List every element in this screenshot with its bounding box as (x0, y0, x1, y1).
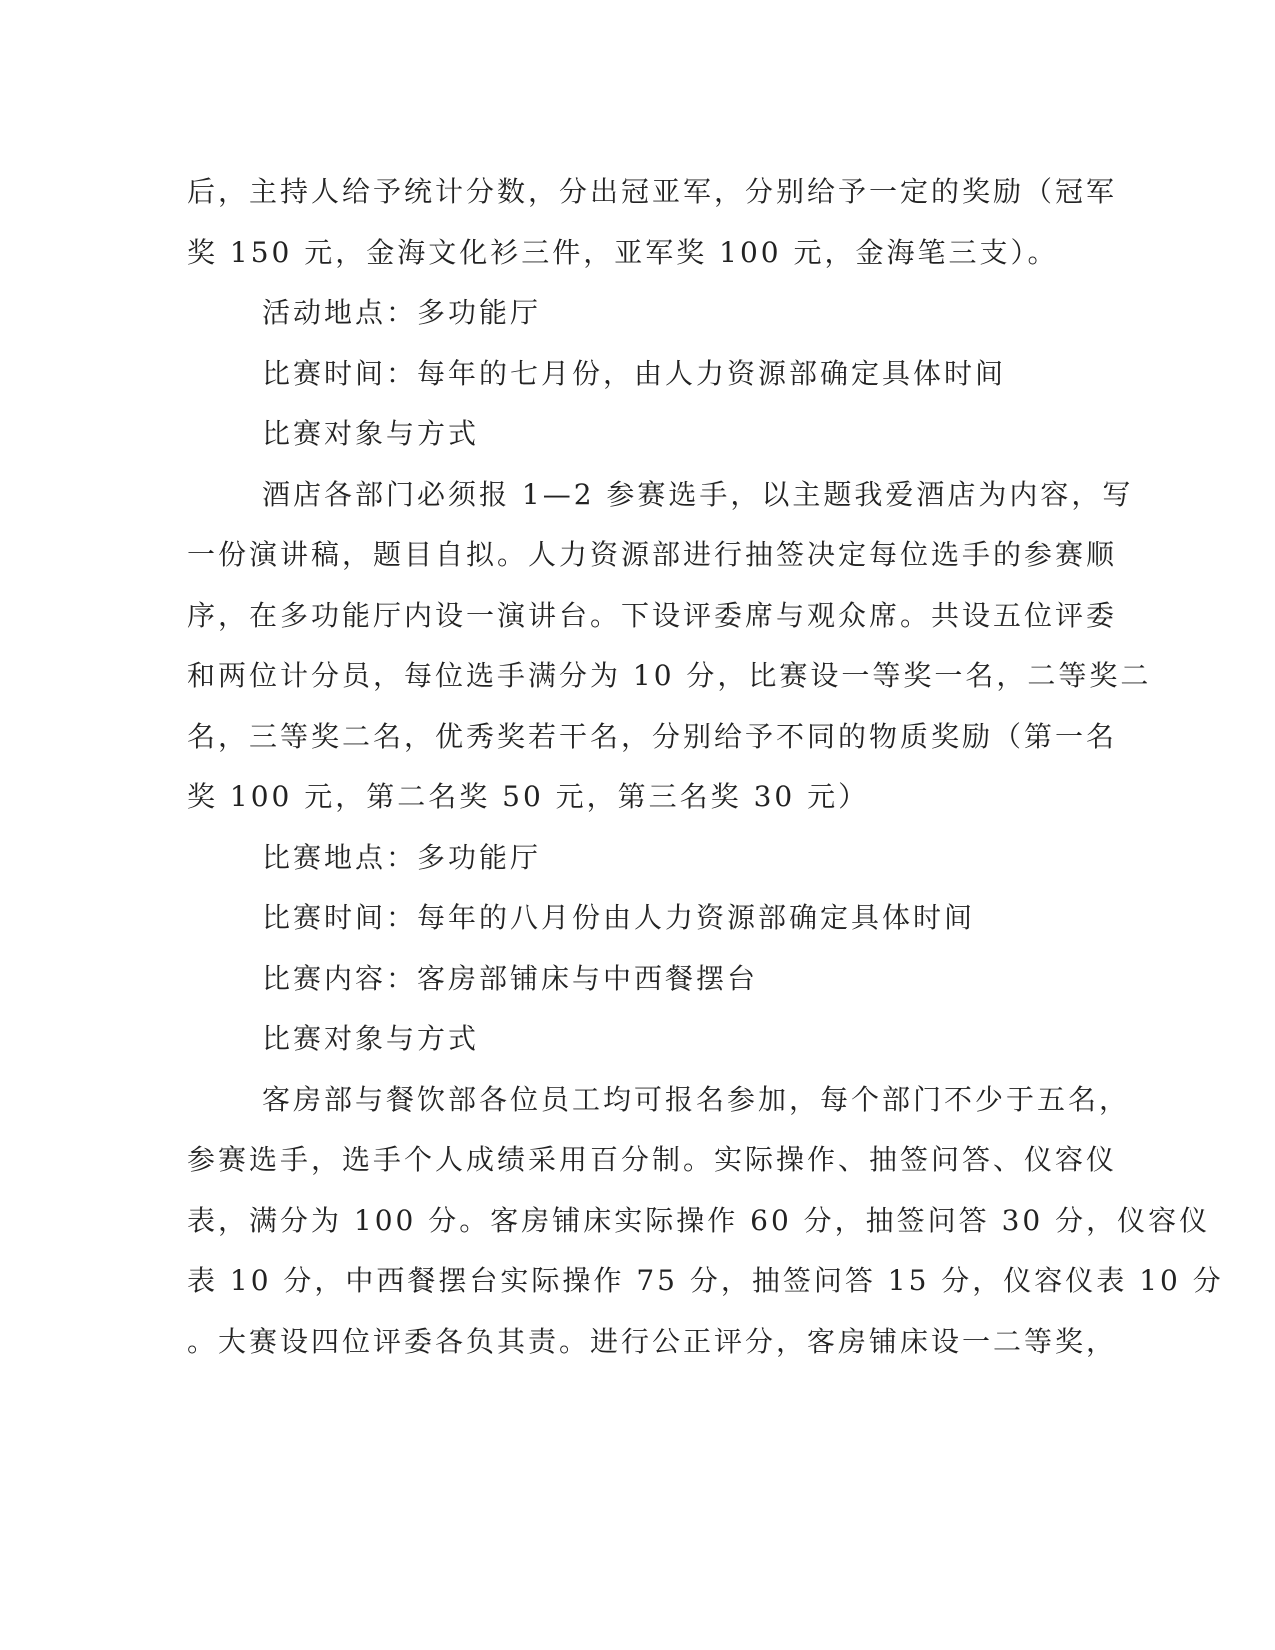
text-line: 奖 100 元，第二名奖 50 元，第三名奖 30 元） (187, 780, 870, 813)
text-line: 序，在多功能厅内设一演讲台。下设评委席与观众席。共设五位评委 (187, 598, 1118, 632)
text-line: 后，主持人给予统计分数，分出冠亚军，分别给予一定的奖励（冠军 (187, 175, 1118, 208)
text-line: 奖 150 元，金海文化衫三件，亚军奖 100 元，金海笔三支）。 (187, 235, 1059, 269)
document-body (187, 162, 1224, 1372)
text-line: 参赛选手，选手个人成绩采用百分制。实际操作、抽签问答、仪容仪 (187, 1143, 1118, 1176)
text-line: 名，三等奖二名，优秀奖若干名，分别给予不同的物质奖励（第一名 (187, 719, 1118, 753)
text-line: 活动地点：多功能厅 (262, 296, 542, 329)
text-line: 比赛内容：客房部铺床与中西餐摆台 (262, 961, 759, 995)
text-line: 。大赛设四位评委各负其责。进行公正评分，客房铺床设一二等奖， (187, 1324, 1118, 1358)
text-line: 一份演讲稿，题目自拟。人力资源部进行抽签决定每位选手的参赛顺 (187, 538, 1118, 571)
section-heading: 比赛对象与方式 (262, 417, 480, 450)
section-heading: 比赛对象与方式 (262, 1022, 480, 1055)
text-line: 表，满分为 100 分。客房铺床实际操作 60 分，抽签问答 30 分，仪容仪 (187, 1203, 1211, 1237)
text-line: 表 10 分，中西餐摆台实际操作 75 分，抽签问答 15 分，仪容仪表 10 分 (187, 1264, 1224, 1297)
text-line: 和两位计分员，每位选手满分为 10 分，比赛设一等奖一名，二等奖二 (187, 659, 1152, 692)
text-line: 比赛时间：每年的八月份由人力资源部确定具体时间 (262, 901, 976, 934)
text-line: 酒店各部门必须报 1—2 参赛选手，以主题我爱酒店为内容，写 (262, 477, 1134, 511)
text-line: 客房部与餐饮部各位员工均可报名参加，每个部门不少于五名， (262, 1082, 1131, 1116)
text-line: 比赛时间：每年的七月份，由人力资源部确定具体时间 (262, 356, 1007, 390)
text-line: 比赛地点：多功能厅 (262, 840, 542, 874)
